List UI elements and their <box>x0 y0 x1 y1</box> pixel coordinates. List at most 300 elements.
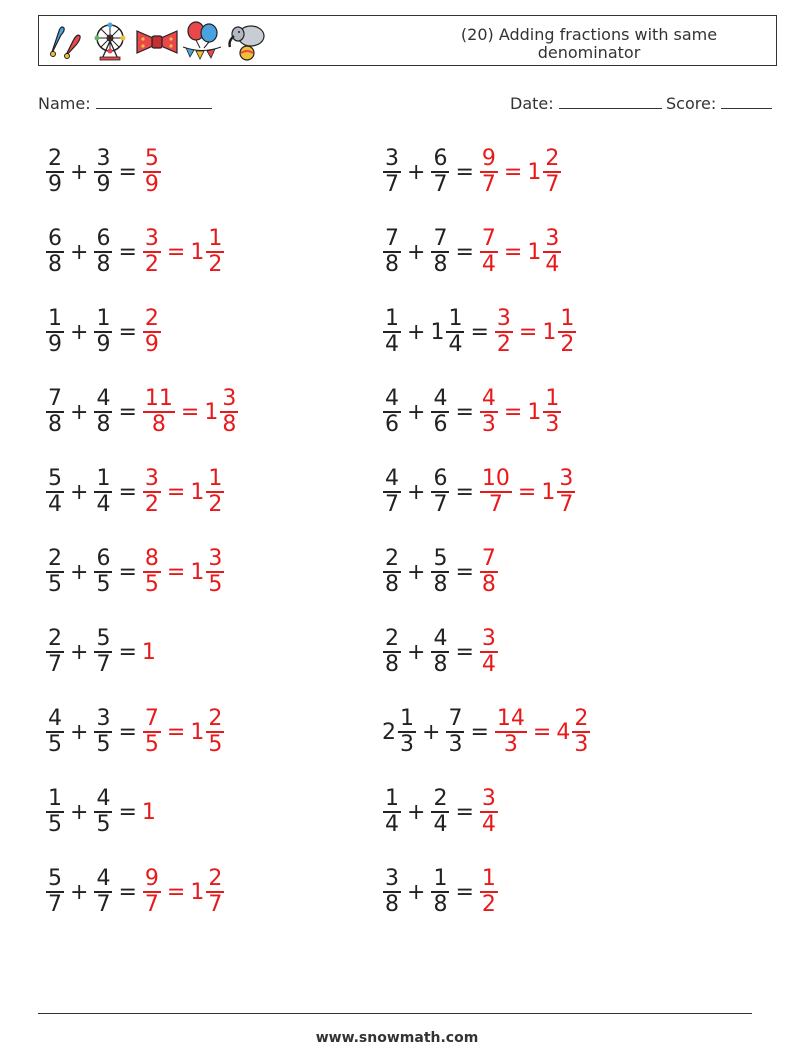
problem-19 <box>45 862 225 922</box>
footer-divider <box>38 1013 752 1014</box>
equals-sign: = <box>455 799 474 825</box>
equals-sign: = <box>180 399 200 425</box>
score-blank[interactable] <box>721 93 772 109</box>
whole-number: 1 <box>527 399 542 425</box>
denominator: 7 <box>385 172 399 197</box>
fraction <box>480 627 498 677</box>
numerator: 2 <box>208 706 223 731</box>
denominator: 9 <box>48 332 62 357</box>
fraction <box>543 147 561 197</box>
denominator: 7 <box>208 892 223 917</box>
denominator: 9 <box>144 332 159 357</box>
denominator: 2 <box>560 332 575 357</box>
fraction <box>143 147 161 197</box>
fraction <box>143 307 161 357</box>
numerator: 7 <box>48 386 62 411</box>
numerator: 5 <box>144 146 159 171</box>
fraction <box>94 707 112 757</box>
fraction <box>46 787 64 837</box>
fraction <box>572 707 590 757</box>
denominator: 8 <box>385 652 399 677</box>
fraction <box>46 227 64 277</box>
denominator: 8 <box>96 252 111 277</box>
whole-number: 1 <box>141 799 156 825</box>
answer <box>142 227 225 277</box>
denominator: 5 <box>96 812 111 837</box>
equals-sign: = <box>503 239 523 265</box>
denominator: 8 <box>385 252 399 277</box>
fraction <box>46 627 64 677</box>
numerator: 1 <box>208 226 223 251</box>
numerator: 1 <box>560 306 575 331</box>
problem-15 <box>45 702 225 762</box>
numerator: 3 <box>96 146 111 171</box>
numerator: 3 <box>559 466 574 491</box>
problem-8 <box>382 382 562 442</box>
title-line-1: (20) Adding fractions with same <box>460 25 718 44</box>
denominator: 3 <box>574 732 589 757</box>
date-label: Date: <box>510 94 554 113</box>
fraction <box>46 387 64 437</box>
plus-sign: + <box>70 719 89 745</box>
equals-sign: = <box>118 319 137 345</box>
equals-sign: = <box>518 319 538 345</box>
equals-sign: = <box>503 159 523 185</box>
fraction <box>495 707 527 757</box>
fraction <box>431 387 449 437</box>
problem-18 <box>382 782 499 842</box>
fraction <box>383 387 401 437</box>
problem-17 <box>45 782 157 842</box>
denominator: 4 <box>48 492 62 517</box>
problem-4 <box>382 222 562 282</box>
numerator: 3 <box>144 466 159 491</box>
answer <box>142 147 162 197</box>
denominator: 9 <box>96 172 111 197</box>
denominator: 8 <box>385 892 399 917</box>
answer <box>479 867 499 917</box>
denominator: 9 <box>96 332 111 357</box>
numerator: 4 <box>96 386 111 411</box>
denominator: 2 <box>208 252 223 277</box>
numerator: 1 <box>433 866 448 891</box>
denominator: 8 <box>222 412 237 437</box>
problem-11 <box>45 542 225 602</box>
equals-sign: = <box>455 399 474 425</box>
whole-number: 1 <box>542 319 557 345</box>
plus-sign: + <box>70 879 89 905</box>
numerator: 1 <box>545 386 560 411</box>
numerator: 4 <box>96 866 111 891</box>
problem-6 <box>382 302 577 362</box>
numerator: 3 <box>481 626 496 651</box>
equals-sign: = <box>455 879 474 905</box>
denominator: 4 <box>433 812 448 837</box>
answer <box>479 387 562 437</box>
answer <box>479 627 499 677</box>
denominator: 4 <box>96 492 111 517</box>
numerator: 4 <box>481 386 496 411</box>
problem-20 <box>382 862 499 922</box>
answer <box>142 800 157 825</box>
name-blank[interactable] <box>96 93 212 109</box>
denominator: 8 <box>48 412 62 437</box>
fraction <box>143 707 161 757</box>
denominator: 7 <box>559 492 574 517</box>
fraction <box>480 147 498 197</box>
denominator: 7 <box>96 652 111 677</box>
equals-sign: = <box>166 879 186 905</box>
numerator: 2 <box>385 546 399 571</box>
date-blank[interactable] <box>559 93 662 109</box>
numerator: 3 <box>496 306 511 331</box>
numerator: 5 <box>96 626 111 651</box>
denominator: 3 <box>503 732 518 757</box>
equals-sign: = <box>118 159 137 185</box>
denominator: 8 <box>433 572 448 597</box>
fraction <box>383 467 401 517</box>
numerator: 1 <box>48 306 62 331</box>
equals-sign: = <box>455 479 474 505</box>
fraction <box>495 307 513 357</box>
fraction <box>480 867 498 917</box>
worksheet-title <box>439 26 739 62</box>
denominator: 7 <box>385 492 399 517</box>
numerator: 1 <box>448 306 463 331</box>
plus-sign: + <box>70 799 89 825</box>
fraction <box>431 627 449 677</box>
denominator: 2 <box>144 252 159 277</box>
fraction <box>220 387 238 437</box>
answer <box>142 867 225 917</box>
numerator: 7 <box>433 226 448 251</box>
problem-10 <box>382 462 576 522</box>
equals-sign: = <box>118 559 137 585</box>
plus-sign: + <box>407 799 426 825</box>
denominator: 7 <box>481 172 496 197</box>
denominator: 8 <box>151 412 166 437</box>
worksheet-header <box>38 15 777 66</box>
equals-sign: = <box>118 799 137 825</box>
denominator: 9 <box>144 172 159 197</box>
numerator: 3 <box>545 226 560 251</box>
fraction <box>383 627 401 677</box>
numerator: 6 <box>48 226 62 251</box>
numerator: 6 <box>433 146 448 171</box>
equals-sign: = <box>166 239 186 265</box>
numerator: 10 <box>481 466 510 491</box>
denominator: 4 <box>385 332 399 357</box>
answer <box>142 387 239 437</box>
whole-number: 4 <box>556 719 571 745</box>
whole-number: 2 <box>382 719 396 745</box>
denominator: 8 <box>433 652 448 677</box>
plus-sign: + <box>407 239 426 265</box>
numerator: 1 <box>385 786 399 811</box>
plus-sign: + <box>407 559 426 585</box>
denominator: 5 <box>144 732 159 757</box>
answer <box>479 227 562 277</box>
fraction <box>94 467 112 517</box>
denominator: 7 <box>48 652 62 677</box>
fraction <box>543 387 561 437</box>
denominator: 8 <box>385 572 399 597</box>
fraction <box>206 227 224 277</box>
denominator: 3 <box>448 732 463 757</box>
fraction <box>557 467 575 517</box>
numerator: 7 <box>481 546 496 571</box>
date-field[interactable] <box>510 93 662 113</box>
juggling-clubs-icon <box>45 21 85 61</box>
plus-sign: + <box>70 479 89 505</box>
fraction <box>46 147 64 197</box>
denominator: 5 <box>48 572 62 597</box>
fraction <box>480 467 512 517</box>
plus-sign: + <box>70 319 89 345</box>
answer <box>142 547 225 597</box>
equals-sign: = <box>118 239 137 265</box>
fraction <box>480 387 498 437</box>
fraction <box>94 307 112 357</box>
denominator: 3 <box>400 732 414 757</box>
plus-sign: + <box>407 399 426 425</box>
whole-number: 1 <box>430 319 445 345</box>
equals-sign: = <box>503 399 523 425</box>
numerator: 3 <box>481 786 496 811</box>
problem-9 <box>45 462 225 522</box>
equals-sign: = <box>166 559 186 585</box>
balloons-bunting-icon <box>182 21 222 61</box>
numerator: 4 <box>48 706 62 731</box>
equals-sign: = <box>532 719 552 745</box>
name-label: Name: <box>38 94 91 113</box>
fraction <box>206 467 224 517</box>
plus-sign: + <box>422 719 441 745</box>
fraction <box>398 707 416 757</box>
numerator: 7 <box>448 706 463 731</box>
fraction <box>143 387 175 437</box>
fraction <box>431 867 449 917</box>
plus-sign: + <box>407 879 426 905</box>
numerator: 4 <box>96 786 111 811</box>
numerator: 14 <box>496 706 525 731</box>
denominator: 4 <box>481 252 496 277</box>
denominator: 5 <box>48 812 62 837</box>
equals-sign: = <box>455 639 474 665</box>
problem-14 <box>382 622 499 682</box>
fraction <box>446 707 464 757</box>
numerator: 2 <box>48 626 62 651</box>
numerator: 3 <box>385 866 399 891</box>
plus-sign: + <box>407 319 426 345</box>
denominator: 4 <box>481 812 496 837</box>
answer <box>479 547 499 597</box>
denominator: 8 <box>433 252 448 277</box>
problem-1 <box>45 142 162 202</box>
numerator: 3 <box>96 706 111 731</box>
plus-sign: + <box>70 559 89 585</box>
answer <box>479 467 576 517</box>
fraction <box>94 547 112 597</box>
fraction <box>383 227 401 277</box>
plus-sign: + <box>70 159 89 185</box>
whole-number: 1 <box>190 719 205 745</box>
plus-sign: + <box>70 399 89 425</box>
footer-url: www.snowmath.com <box>315 1030 479 1046</box>
plus-sign: + <box>407 479 426 505</box>
equals-sign: = <box>470 719 489 745</box>
denominator: 5 <box>96 572 111 597</box>
header-icons <box>45 21 270 61</box>
name-field[interactable] <box>38 93 212 113</box>
whole-number: 1 <box>190 239 205 265</box>
denominator: 3 <box>545 412 560 437</box>
problem-7 <box>45 382 239 442</box>
problem-16 <box>382 702 591 762</box>
fraction <box>480 787 498 837</box>
numerator: 2 <box>48 146 62 171</box>
answer <box>142 467 225 517</box>
numerator: 1 <box>208 466 223 491</box>
fraction <box>143 867 161 917</box>
problem-3 <box>45 222 225 282</box>
numerator: 3 <box>222 386 237 411</box>
fraction <box>383 867 401 917</box>
ferris-wheel-icon <box>90 21 130 61</box>
numerator: 2 <box>433 786 448 811</box>
answer <box>494 707 591 757</box>
fraction <box>46 707 64 757</box>
answer <box>142 707 225 757</box>
fraction <box>431 227 449 277</box>
fraction <box>94 627 112 677</box>
fraction <box>94 147 112 197</box>
denominator: 2 <box>496 332 511 357</box>
denominator: 4 <box>385 812 399 837</box>
fraction <box>383 787 401 837</box>
numerator: 4 <box>385 386 399 411</box>
whole-number: 1 <box>541 479 556 505</box>
numerator: 2 <box>385 626 399 651</box>
numerator: 11 <box>144 386 173 411</box>
fraction <box>543 227 561 277</box>
denominator: 7 <box>488 492 503 517</box>
fraction <box>480 547 498 597</box>
numerator: 1 <box>48 786 62 811</box>
denominator: 8 <box>96 412 111 437</box>
score-field[interactable] <box>666 93 772 113</box>
numerator: 4 <box>433 386 448 411</box>
plus-sign: + <box>70 639 89 665</box>
equals-sign: = <box>455 559 474 585</box>
numerator: 5 <box>48 866 62 891</box>
fraction <box>206 707 224 757</box>
plus-sign: + <box>70 239 89 265</box>
numerator: 7 <box>481 226 496 251</box>
numerator: 4 <box>433 626 448 651</box>
problem-2 <box>382 142 562 202</box>
equals-sign: = <box>455 159 474 185</box>
numerator: 3 <box>208 546 223 571</box>
bow-tie-icon <box>135 21 179 61</box>
denominator: 9 <box>48 172 62 197</box>
problem-5 <box>45 302 162 362</box>
fraction <box>383 147 401 197</box>
denominator: 4 <box>448 332 463 357</box>
numerator: 9 <box>481 146 496 171</box>
fraction <box>480 227 498 277</box>
plus-sign: + <box>407 639 426 665</box>
equals-sign: = <box>470 319 489 345</box>
denominator: 2 <box>208 492 223 517</box>
denominator: 8 <box>433 892 448 917</box>
whole-number: 1 <box>190 559 205 585</box>
denominator: 2 <box>144 492 159 517</box>
numerator: 1 <box>385 306 399 331</box>
equals-sign: = <box>517 479 537 505</box>
numerator: 1 <box>96 306 111 331</box>
fraction <box>431 787 449 837</box>
numerator: 2 <box>48 546 62 571</box>
plus-sign: + <box>407 159 426 185</box>
numerator: 1 <box>96 466 111 491</box>
whole-number: 1 <box>190 879 205 905</box>
fraction <box>206 547 224 597</box>
answer <box>479 787 499 837</box>
denominator: 6 <box>385 412 399 437</box>
denominator: 7 <box>144 892 159 917</box>
equals-sign: = <box>118 879 137 905</box>
fraction <box>46 307 64 357</box>
answer <box>494 307 577 357</box>
denominator: 8 <box>481 572 496 597</box>
denominator: 7 <box>433 172 448 197</box>
score-label: Score: <box>666 94 717 113</box>
numerator: 7 <box>144 706 159 731</box>
denominator: 5 <box>144 572 159 597</box>
denominator: 5 <box>208 732 223 757</box>
numerator: 1 <box>400 706 414 731</box>
fraction <box>94 227 112 277</box>
problem-12 <box>382 542 499 602</box>
answer <box>479 147 562 197</box>
denominator: 8 <box>48 252 62 277</box>
fraction <box>46 547 64 597</box>
numerator: 9 <box>144 866 159 891</box>
numerator: 2 <box>144 306 159 331</box>
numerator: 6 <box>96 546 111 571</box>
denominator: 2 <box>481 892 496 917</box>
fraction <box>94 867 112 917</box>
numerator: 4 <box>385 466 399 491</box>
denominator: 6 <box>433 412 448 437</box>
whole-number: 1 <box>141 639 156 665</box>
denominator: 5 <box>48 732 62 757</box>
fraction <box>431 147 449 197</box>
fraction <box>46 867 64 917</box>
equals-sign: = <box>118 399 137 425</box>
equals-sign: = <box>118 639 137 665</box>
equals-sign: = <box>166 479 186 505</box>
denominator: 7 <box>96 892 111 917</box>
fraction <box>446 307 464 357</box>
fraction <box>143 467 161 517</box>
whole-number: 1 <box>527 159 542 185</box>
numerator: 2 <box>574 706 589 731</box>
denominator: 5 <box>96 732 111 757</box>
numerator: 3 <box>144 226 159 251</box>
denominator: 4 <box>481 652 496 677</box>
